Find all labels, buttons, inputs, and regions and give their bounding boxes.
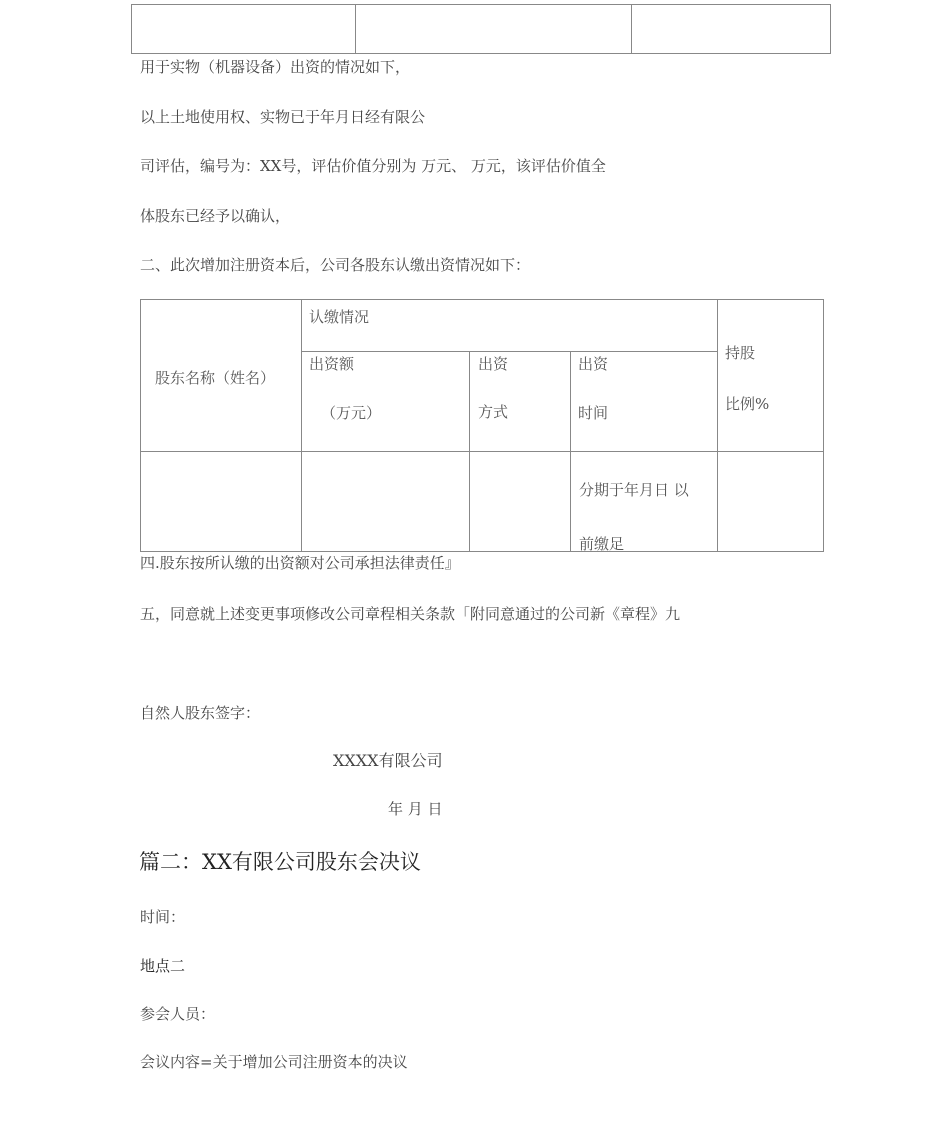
paragraph-section-two: 二、此次增加注册资本后，公司各股东认缴出资情况如下： xyxy=(140,256,531,274)
header-amount-line1: 出资额 xyxy=(309,355,355,373)
header-method-line1: 出资 xyxy=(478,355,509,373)
header-ratio-line1: 持股 xyxy=(725,344,756,362)
table-divider xyxy=(141,451,824,452)
header-amount-line2: （万元） xyxy=(321,404,382,422)
table-divider xyxy=(301,351,717,352)
meeting-attendees-label: 参会人员： xyxy=(140,1005,216,1023)
paragraph-physical-contribution: 用于实物（机器设备）出资的情况如下， xyxy=(140,58,411,76)
section-two-heading: 篇二：XX有限公司股东会决议 xyxy=(139,850,421,874)
table-divider xyxy=(717,300,718,552)
paragraph-evaluation-line2: 司评估，编号为：XX号，评估价值分别为 万元、 万元，该评估价值全 xyxy=(140,157,606,175)
signature-company: XXXX有限公司 xyxy=(333,751,443,770)
header-shareholder-name: 股东名称（姓名） xyxy=(155,369,276,387)
top-partial-table xyxy=(131,4,831,54)
meeting-time-label: 时间： xyxy=(140,908,186,926)
row1-time-line2: 前缴足 xyxy=(579,535,625,553)
row1-time-line1: 分期于年月日 以 xyxy=(579,481,689,499)
clause-four: 四.股东按所认缴的出资额对公司承担法律责任』 xyxy=(140,554,460,572)
clause-five: 五，同意就上述变更事项修改公司章程相关条款「附同意通过的公司新《章程》九 xyxy=(140,605,681,623)
paragraph-evaluation-line3: 体股东已经予以确认， xyxy=(140,207,291,225)
meeting-content-label: 会议内容=关于增加公司注册资本的决议 xyxy=(140,1053,408,1071)
header-time-line1: 出资 xyxy=(578,355,609,373)
capital-contribution-table xyxy=(140,299,824,552)
paragraph-evaluation-line1: 以上土地使用权、实物已于年月日经有限公 xyxy=(140,108,426,126)
header-ratio-line2: 比例% xyxy=(725,395,770,413)
table-divider xyxy=(355,5,356,53)
meeting-place-label: 地点二 xyxy=(140,957,186,975)
header-method-line2: 方式 xyxy=(478,403,509,421)
signature-date: 年 月 日 xyxy=(388,800,443,818)
header-subscription-group: 认缴情况 xyxy=(309,308,370,326)
header-time-line2: 时间 xyxy=(578,404,609,422)
table-divider xyxy=(631,5,632,53)
table-divider xyxy=(301,300,302,552)
signature-label: 自然人股东签字： xyxy=(140,704,261,722)
